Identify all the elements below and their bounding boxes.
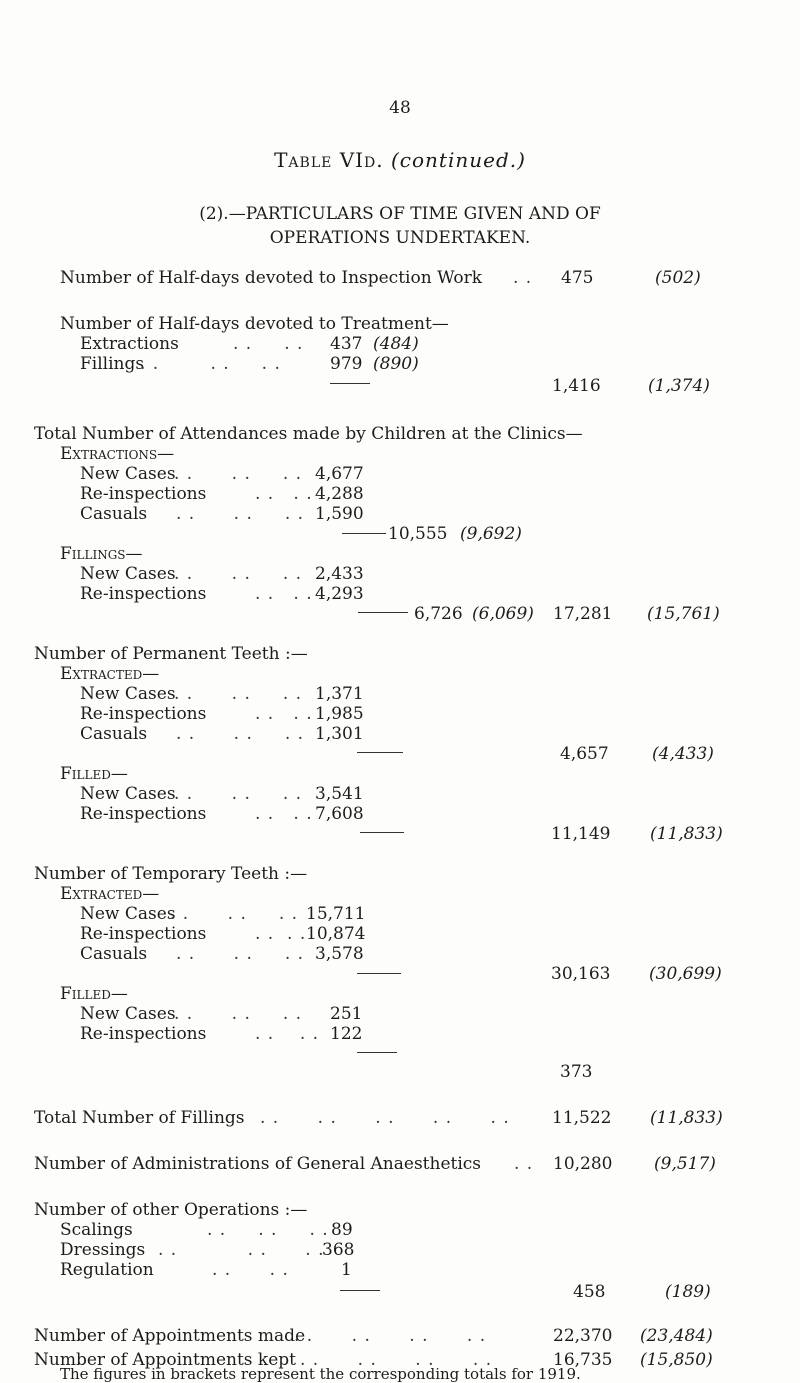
- perm-fil-total: 11,149: [551, 824, 611, 844]
- other-ops-prior: (189): [665, 1282, 711, 1302]
- temporary-extracted-heading: Extracted—: [60, 884, 160, 904]
- temp-fil-reinsp-value: 122: [330, 1024, 363, 1044]
- attendances-prior: (15,761): [647, 604, 720, 624]
- inspection-label: Number of Half-days devoted to Inspection Work: [60, 268, 483, 288]
- leader-dots: . . . .: [255, 804, 313, 824]
- footnote: The figures in brackets represent the corresponding totals for 1919.: [60, 1365, 581, 1383]
- att-ext-subtotal-prior: (9,692): [460, 524, 522, 544]
- appointments-kept-label: Number of Appointments kept: [34, 1350, 297, 1370]
- temp-ext-new-value: 15,711: [306, 904, 366, 924]
- table-title: [0, 150, 800, 170]
- leader-dots: . . . . . .: [174, 684, 303, 704]
- rule: [357, 752, 403, 753]
- scalings-value: 89: [331, 1220, 353, 1240]
- treatment-label: Number of Half-days devoted to Treatment—: [60, 314, 449, 334]
- rule: [357, 1052, 397, 1053]
- perm-ext-new-label: New Cases: [80, 684, 176, 704]
- att-ext-reinsp-value: 4,288: [315, 484, 364, 504]
- temporary-filled-heading: Filled—: [60, 984, 128, 1004]
- treatment-extractions-value: 437: [330, 334, 363, 354]
- scalings-label: Scalings: [60, 1220, 133, 1240]
- temp-ext-total: 30,163: [551, 964, 611, 984]
- att-fil-reinsp-label: Re-inspections: [80, 584, 207, 604]
- permanent-extracted-heading: Extracted—: [60, 664, 160, 684]
- temp-ext-prior: (30,699): [649, 964, 722, 984]
- rule: [357, 973, 401, 974]
- att-ext-subtotal: 10,555: [388, 524, 448, 544]
- perm-fil-new-label: New Cases: [80, 784, 176, 804]
- appointments-made-prior: (23,484): [640, 1326, 713, 1346]
- perm-ext-casuals-value: 1,301: [315, 724, 364, 744]
- table-title-main: Table VId.: [274, 148, 384, 172]
- table-title-suffix: (continued.): [390, 148, 526, 172]
- permanent-label: Number of Permanent Teeth :—: [34, 644, 308, 664]
- att-fil-reinsp-value: 4,293: [315, 584, 364, 604]
- permanent-filled-heading: Filled—: [60, 764, 128, 784]
- rule: [358, 612, 408, 613]
- leader-dots: . .: [513, 268, 533, 288]
- att-ext-casuals-label: Casuals: [80, 504, 148, 524]
- leader-dots: . . . . . .: [174, 1004, 303, 1024]
- section-heading-line1: (2).—PARTICULARS OF TIME GIVEN AND OF: [199, 204, 601, 224]
- temp-ext-reinsp-label: Re-inspections: [80, 924, 207, 944]
- treatment-prior: (1,374): [648, 376, 710, 396]
- appointments-made-label: Number of Appointments made: [34, 1326, 306, 1346]
- perm-ext-casuals-label: Casuals: [80, 724, 148, 744]
- leader-dots: . . . .: [255, 704, 313, 724]
- attendances-extractions-heading: Extractions—: [60, 444, 175, 464]
- leader-dots: . . . . . .: [170, 904, 299, 924]
- leader-dots: . . . . . . . .: [294, 1326, 487, 1346]
- leader-dots: . . . . . . . .: [300, 1350, 493, 1370]
- att-ext-casuals-value: 1,590: [315, 504, 364, 524]
- temp-ext-reinsp-value: 10,874: [306, 924, 366, 944]
- leader-dots: . . . .: [233, 334, 304, 354]
- temporary-label: Number of Temporary Teeth :—: [34, 864, 308, 884]
- leader-dots: . .: [514, 1154, 534, 1174]
- perm-ext-prior: (4,433): [652, 744, 714, 764]
- anaesthetics-prior: (9,517): [654, 1154, 716, 1174]
- treatment-fillings-prior: (890): [373, 354, 419, 374]
- leader-dots: . . . .: [212, 1260, 289, 1280]
- leader-dots: . . . .: [255, 1024, 320, 1044]
- temp-fil-new-label: New Cases: [80, 1004, 176, 1024]
- leader-dots: . . . . . .: [176, 504, 305, 524]
- temp-fil-total: 373: [560, 1062, 593, 1082]
- rule: [330, 383, 370, 384]
- other-ops-total: 458: [573, 1282, 606, 1302]
- attendances-total: 17,281: [553, 604, 613, 624]
- other-ops-label: Number of other Operations :—: [34, 1200, 308, 1220]
- att-ext-reinsp-label: Re-inspections: [80, 484, 207, 504]
- perm-ext-reinsp-label: Re-inspections: [80, 704, 207, 724]
- dressings-label: Dressings: [60, 1240, 146, 1260]
- treatment-fillings-value: 979: [330, 354, 363, 374]
- att-fil-new-value: 2,433: [315, 564, 364, 584]
- leader-dots: . . . . . .: [176, 724, 305, 744]
- perm-fil-prior: (11,833): [650, 824, 723, 844]
- att-ext-new-value: 4,677: [315, 464, 364, 484]
- perm-ext-new-value: 1,371: [315, 684, 364, 704]
- inspection-prior: (502): [655, 268, 701, 288]
- leader-dots: . . . . . .: [174, 784, 303, 804]
- perm-ext-reinsp-value: 1,985: [315, 704, 364, 724]
- anaesthetics-total: 10,280: [553, 1154, 613, 1174]
- rule: [360, 832, 404, 833]
- appointments-made-total: 22,370: [553, 1326, 613, 1346]
- treatment-extractions-prior: (484): [373, 334, 419, 354]
- leader-dots: . . . .: [255, 584, 313, 604]
- leader-dots: . . . .: [255, 924, 307, 944]
- temp-fil-new-value: 251: [330, 1004, 363, 1024]
- perm-fil-reinsp-label: Re-inspections: [80, 804, 207, 824]
- leader-dots: . . . . . .: [158, 1240, 325, 1260]
- att-ext-new-label: New Cases: [80, 464, 176, 484]
- anaesthetics-label: Number of Administrations of General Anaesthetics: [34, 1154, 482, 1174]
- temp-ext-new-label: New Cases: [80, 904, 176, 924]
- section-heading-line2: OPERATIONS UNDERTAKEN.: [269, 228, 531, 248]
- attendances-fillings-heading: Fillings—: [60, 544, 143, 564]
- regulation-label: Regulation: [60, 1260, 154, 1280]
- temp-ext-casuals-value: 3,578: [315, 944, 364, 964]
- leader-dots: . . . . . .: [207, 1220, 329, 1240]
- att-fil-new-label: New Cases: [80, 564, 176, 584]
- fillings-total-prior: (11,833): [650, 1108, 723, 1128]
- leader-dots: . . . . . .: [174, 564, 303, 584]
- appointments-kept-total: 16,735: [553, 1350, 613, 1370]
- leader-dots: . . . . . .: [140, 354, 281, 374]
- leader-dots: . . . . . .: [176, 944, 305, 964]
- fillings-total-value: 11,522: [552, 1108, 612, 1128]
- leader-dots: . . . .: [255, 484, 313, 504]
- perm-fil-reinsp-value: 7,608: [315, 804, 364, 824]
- dressings-value: 368: [322, 1240, 355, 1260]
- perm-ext-total: 4,657: [560, 744, 609, 764]
- page-number: 48: [389, 98, 411, 118]
- temp-fil-reinsp-label: Re-inspections: [80, 1024, 207, 1044]
- appointments-kept-prior: (15,850): [640, 1350, 713, 1370]
- treatment-fillings-label: Fillings: [80, 354, 145, 374]
- att-fil-subtotal-prior: (6,069): [472, 604, 534, 624]
- rule: [342, 533, 386, 534]
- inspection-total: 475: [561, 268, 594, 288]
- perm-fil-new-value: 3,541: [315, 784, 364, 804]
- treatment-extractions-label: Extractions: [80, 334, 179, 354]
- att-fil-subtotal: 6,726: [414, 604, 463, 624]
- attendances-label: Total Number of Attendances made by Children at the Clinics—: [34, 424, 583, 444]
- rule: [340, 1290, 380, 1291]
- regulation-value: 1: [341, 1260, 352, 1280]
- leader-dots: . . . . . .: [174, 464, 303, 484]
- treatment-total: 1,416: [552, 376, 601, 396]
- fillings-total-label: Total Number of Fillings: [34, 1108, 245, 1128]
- temp-ext-casuals-label: Casuals: [80, 944, 148, 964]
- leader-dots: . . . . . . . . . .: [260, 1108, 510, 1128]
